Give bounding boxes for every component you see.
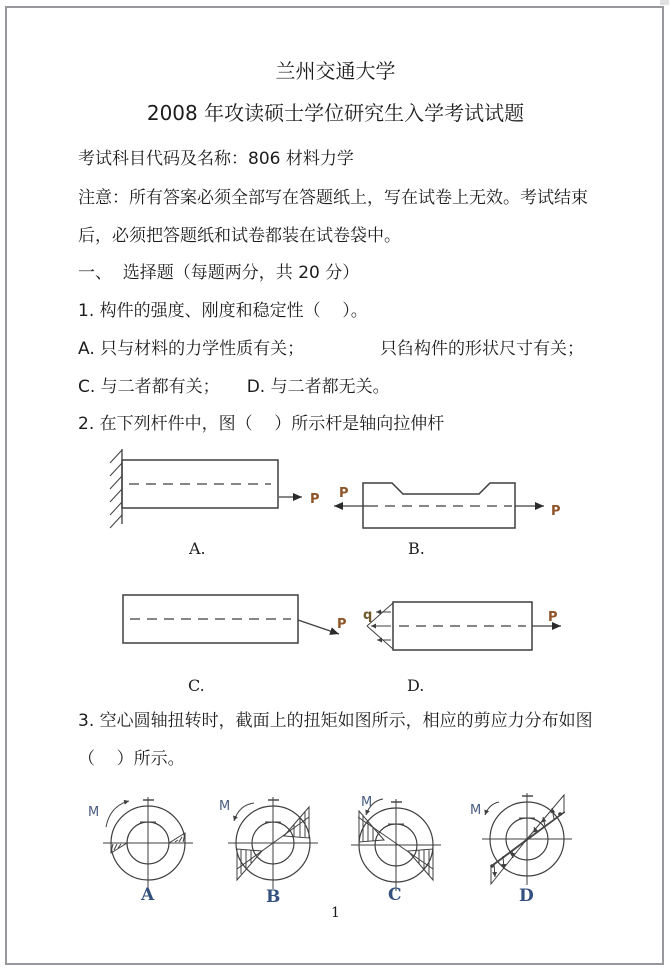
bar-outline — [393, 602, 532, 650]
q3-stem-line-1: 3. 空心圆轴扭转时，截面上的扭矩如图所示，相应的剪应力分布如图 — [78, 711, 593, 731]
figure-q3-d — [470, 793, 572, 906]
university-title: 兰州交通大学 — [275, 59, 396, 83]
figure-q2-c — [123, 595, 347, 695]
figure-label-b: B. — [408, 539, 425, 558]
figure-q3-b — [219, 797, 318, 907]
figure-q2-d — [363, 602, 561, 695]
force-label: P — [551, 504, 561, 519]
figure-q3-c — [351, 795, 441, 905]
figure-label-d: D. — [407, 676, 425, 695]
inclined-force-arrow — [298, 620, 339, 634]
figure-q3-a — [88, 797, 193, 905]
q1-option-b: 只臽构件的形状尺寸有关； — [380, 339, 584, 359]
q2-stem: 2. 在下列杆件中，图（ ）所示杆是轴向拉伸杆 — [78, 414, 445, 434]
page-number: 1 — [331, 905, 340, 921]
figure-label-d: D — [519, 886, 534, 906]
force-label: P — [337, 617, 347, 632]
moment-label: M — [88, 805, 100, 820]
moment-label: M — [361, 795, 373, 810]
figure-q2-b — [334, 483, 561, 558]
moment-label: M — [470, 803, 482, 818]
figure-q2-a — [110, 449, 320, 558]
force-label: P — [310, 492, 320, 507]
subject-line: 考试科目代码及名称：806 材料力学 — [78, 149, 354, 169]
moment-label: M — [219, 799, 231, 814]
q3-stem-line-2: （ ）所示。 — [78, 749, 185, 769]
wall-hatching — [110, 450, 122, 528]
figure-label-b: B — [266, 887, 281, 907]
notice-line-2: 后，必须把答题纸和试卷都装在试卷袋中。 — [78, 226, 401, 246]
torque-arrow — [234, 803, 254, 821]
figure-label-a: A. — [189, 539, 206, 558]
force-label: P — [548, 610, 558, 625]
notice-line-1: 注意：所有答案必须全部写在答题纸上，写在试卷上无效。考试结束 — [78, 188, 588, 208]
load-label: q — [363, 608, 373, 623]
q1-option-a: A. 只与材料的力学性质有关； — [78, 339, 305, 359]
torque-arrow — [485, 802, 499, 815]
figure-label-c: C — [388, 885, 402, 905]
force-label: P — [339, 486, 349, 501]
q1-stem: 1. 构件的强度、刚度和稳定性（ ）。 — [78, 301, 368, 321]
figure-label-c: C. — [188, 676, 205, 695]
exam-title: 2008 年攻读硕士学位研究生入学考试试题 — [146, 101, 525, 125]
q1-options-cd: C. 与二者都有关； D. 与二者都无关。 — [78, 377, 390, 397]
section-heading: 一、 选择题（每题两分，共 20 分） — [78, 263, 360, 283]
figure-label-a: A — [141, 885, 155, 905]
